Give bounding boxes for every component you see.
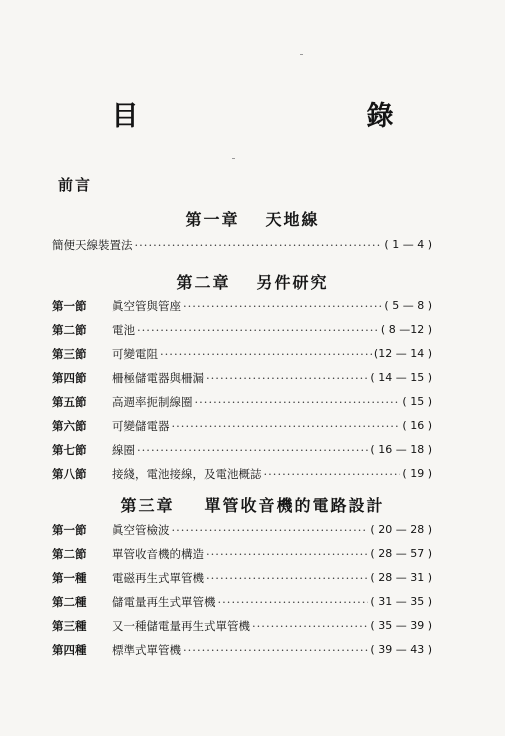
entry-title: 又一種儲電量再生式單管機 [112, 619, 250, 633]
entry-title: 高週率扼制線圈 [112, 395, 193, 409]
entry-section: 第三種 [52, 619, 87, 633]
leader-dots [160, 344, 372, 364]
entry-title: 眞空管與管座 [112, 299, 181, 313]
toc-entry [52, 520, 432, 540]
toc-entry [52, 616, 432, 636]
entry-pages: ( 28 — 31 ) [370, 571, 432, 584]
entry-title: 接綫，電池接線，及電池概誌 [112, 467, 262, 481]
toc-entry [52, 368, 432, 388]
entry-section: 第四節 [52, 371, 87, 385]
toc-entry [52, 235, 432, 255]
entry-title: 簡便天線裝置法 [52, 238, 133, 252]
chapter-name: 天地線 [265, 210, 320, 229]
entry-section: 第六節 [52, 419, 87, 433]
entry-title: 電磁再生式單管機 [112, 571, 204, 585]
leader-dots [172, 520, 369, 540]
chapter-heading-3 [0, 493, 505, 516]
entry-section: 第二節 [52, 547, 87, 561]
entry-title: 柵極儲電器與柵漏 [112, 371, 204, 385]
chapter-number: 第一章 [185, 210, 240, 229]
leader-dots [172, 416, 401, 436]
entry-pages: (12 — 14 ) [373, 347, 432, 360]
toc-entry [52, 592, 432, 612]
entry-title: 眞空管檢波 [112, 523, 170, 537]
entry-pages: ( 35 — 39 ) [370, 619, 432, 632]
toc-entry [52, 640, 432, 660]
leader-dots [195, 392, 401, 412]
toc-entry [52, 392, 432, 412]
scan-speck [300, 54, 303, 55]
toc-entry [52, 344, 432, 364]
entry-section: 第四種 [52, 643, 87, 657]
entry-section: 第一種 [52, 571, 87, 585]
entry-section: 第一節 [52, 523, 87, 537]
leader-dots [206, 544, 368, 564]
chapter-number: 第三章 [120, 496, 175, 515]
entry-title: 可變電阻 [112, 347, 158, 361]
chapter-number: 第二章 [176, 273, 231, 292]
entry-section: 第二節 [52, 323, 87, 337]
chapter-name: 單管收音機的電路設計 [204, 496, 385, 515]
entry-title: 線圈 [112, 443, 135, 457]
entry-pages: ( 5 — 8 ) [384, 299, 432, 312]
entry-pages: ( 15 ) [402, 395, 432, 408]
entry-title: 電池 [112, 323, 135, 337]
entry-pages: ( 14 — 15 ) [370, 371, 432, 384]
entry-title: 可變儲電器 [112, 419, 170, 433]
entry-pages: ( 31 — 35 ) [370, 595, 432, 608]
entry-pages: ( 20 — 28 ) [370, 523, 432, 536]
toc-entry [52, 320, 432, 340]
entry-section: 第八節 [52, 467, 87, 481]
entry-section: 第二種 [52, 595, 87, 609]
scan-speck [232, 158, 235, 159]
preface-heading: 前言 [58, 176, 93, 194]
entry-pages: ( 39 — 43 ) [370, 643, 432, 656]
toc-entry [52, 568, 432, 588]
chapter-heading-1 [0, 207, 505, 230]
toc-entry [52, 440, 432, 460]
leader-dots [252, 616, 368, 636]
entry-title: 單管收音機的構造 [112, 547, 204, 561]
entry-section: 第一節 [52, 299, 87, 313]
leader-dots [137, 320, 379, 340]
leader-dots [218, 592, 369, 612]
toc-entry [52, 464, 432, 484]
leader-dots [206, 368, 368, 388]
leader-dots [264, 464, 401, 484]
entry-pages: ( 19 ) [402, 467, 432, 480]
entry-section: 第五節 [52, 395, 87, 409]
leader-dots [135, 235, 383, 255]
entry-pages: ( 16 — 18 ) [370, 443, 432, 456]
entry-pages: ( 28 — 57 ) [370, 547, 432, 560]
toc-entry [52, 416, 432, 436]
entry-pages: ( 8 —12 ) [380, 323, 432, 336]
toc-entry [52, 544, 432, 564]
leader-dots [206, 568, 368, 588]
entry-title: 標準式單管機 [112, 643, 181, 657]
leader-dots [137, 440, 368, 460]
chapter-heading-2 [0, 270, 505, 293]
entry-title: 儲電量再生式單管機 [112, 595, 216, 609]
page-title: 目 錄 [111, 101, 452, 132]
chapter-name: 另件研究 [256, 273, 329, 292]
entry-pages: ( 1 — 4 ) [384, 238, 432, 251]
leader-dots [183, 640, 368, 660]
entry-section: 第三節 [52, 347, 87, 361]
leader-dots [183, 296, 382, 316]
toc-entry [52, 296, 432, 316]
entry-section: 第七節 [52, 443, 87, 457]
entry-pages: ( 16 ) [402, 419, 432, 432]
